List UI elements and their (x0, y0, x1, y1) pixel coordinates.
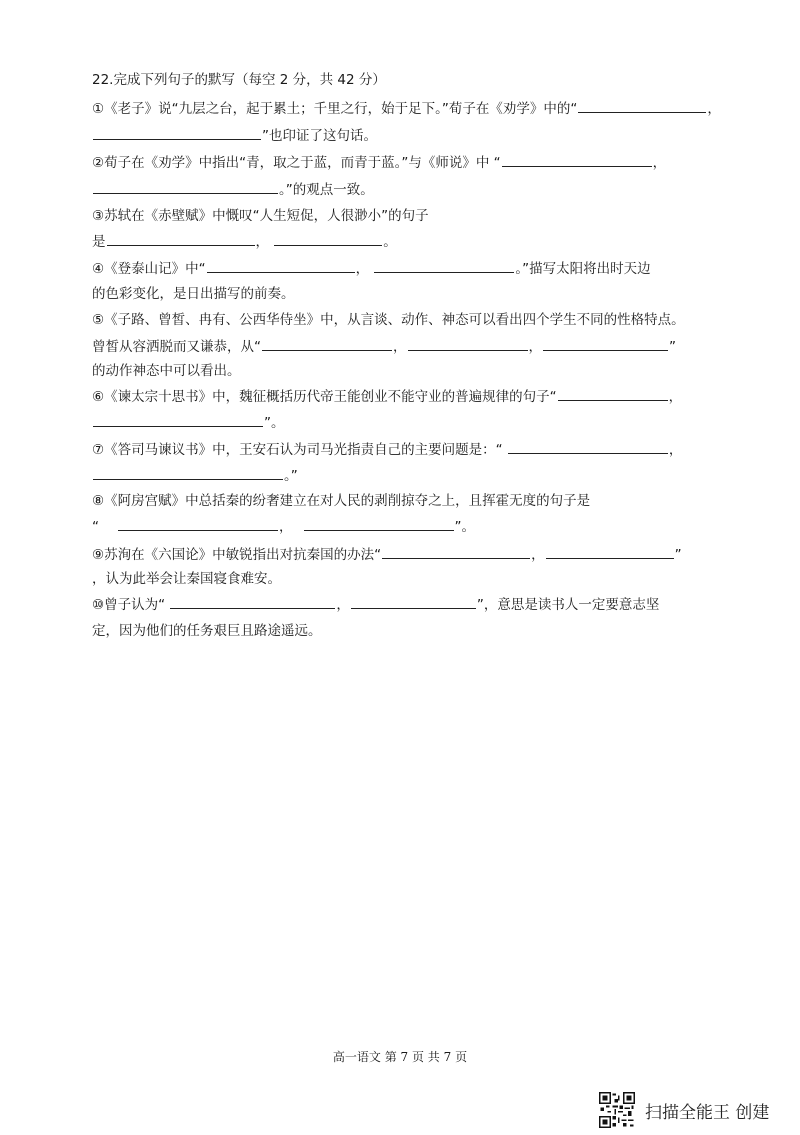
answer-blank[interactable] (118, 517, 278, 531)
item-6-text-a: ⑥《谏太宗十思书》中，魏征概括历代帝王能创业不能守业的普遍规律的句子“ (92, 389, 557, 405)
item-9-line-1 (92, 545, 682, 563)
page-footer: 高一语文 第 7 页 共 7 页 (332, 1050, 468, 1064)
answer-blank[interactable] (374, 259, 514, 273)
item-6-line-1 (92, 387, 682, 405)
item-10-line-1 (92, 595, 659, 613)
item-2-text-c: 。”的观点一致。 (279, 182, 374, 198)
answer-blank[interactable] (93, 413, 263, 427)
item-2-line-1 (92, 153, 666, 171)
item-4-text-a: ④《登泰山记》中“ (92, 261, 206, 277)
question-heading: 22.完成下列句子的默写（每空 2 分，共 42 分） (92, 72, 386, 88)
item-3-line-1: ③苏轼在《赤壁赋》中慨叹“人生短促，人很渺小”的句子 (92, 208, 429, 224)
item-9-text-a: ⑨苏洵在《六国论》中敏锐指出对抗秦国的办法“ (92, 547, 382, 563)
answer-blank[interactable] (546, 545, 674, 559)
item-1-text-a: ①《老子》说“九层之台，起于累土；千里之行，始于足下。”荀子在《劝学》中的“ (92, 101, 578, 117)
item-5-line-1: ⑤《子路、曾皙、冉有、公西华侍坐》中，从言谈、动作、神态可以看出四个学生不同的性格特点。 (92, 312, 685, 328)
item-9-text-c: ” (674, 547, 682, 563)
answer-blank[interactable] (508, 440, 668, 454)
item-5-text-a: 曾皙从容洒脱而又谦恭，从“ (92, 339, 261, 355)
item-8-line-1: ⑧《阿房宫赋》中总括秦的纷奢建立在对人民的剥削掠夺之上，且挥霍无度的句子是 (92, 493, 591, 509)
scanner-watermark (599, 1085, 769, 1135)
answer-blank[interactable] (207, 259, 355, 273)
item-1-line-2 (92, 126, 377, 144)
item-7-text-a: ⑦《答司马谏议书》中，王安石认为司马光指责自己的主要问题是：“ (92, 442, 503, 458)
answer-blank[interactable] (578, 99, 706, 113)
item-5-text-d: ” (669, 339, 676, 355)
answer-blank[interactable] (558, 387, 668, 401)
item-5-line-2 (92, 337, 676, 355)
item-4-text-b: ， (355, 261, 370, 277)
answer-blank[interactable] (382, 545, 530, 559)
answer-blank[interactable] (304, 517, 454, 531)
item-5-text-c: ， (528, 339, 542, 355)
item-9-text-b: ， (531, 547, 545, 563)
answer-blank[interactable] (170, 595, 335, 609)
answer-blank[interactable] (107, 232, 255, 246)
item-7-text-b: ， (668, 442, 683, 458)
item-3-text-a: 是 (92, 234, 106, 250)
item-5-text-b: ， (393, 339, 407, 355)
item-2-text-b: ， (652, 155, 667, 171)
item-1-text-b: ， (707, 101, 721, 117)
answer-blank[interactable] (543, 337, 668, 351)
answer-blank[interactable] (93, 466, 283, 480)
answer-blank[interactable] (351, 595, 476, 609)
answer-blank[interactable] (408, 337, 528, 351)
item-6-line-2 (92, 413, 285, 431)
item-1-line-1 (92, 99, 721, 117)
item-7-line-1 (92, 440, 682, 458)
answer-blank[interactable] (93, 126, 261, 140)
item-6-text-c: ”。 (264, 415, 285, 431)
answer-blank[interactable] (93, 180, 278, 194)
item-3-line-2 (92, 232, 397, 250)
item-4-line-2: 的色彩变化，是日出描写的前奏。 (92, 286, 295, 302)
item-4-line-1 (92, 259, 651, 277)
answer-blank[interactable] (262, 337, 392, 351)
item-3-text-c: 。 (383, 234, 397, 250)
item-8-text-b: ， (279, 519, 293, 535)
item-8-line-2 (92, 517, 475, 535)
watermark-text: 扫描全能王 创建 (645, 1102, 770, 1123)
qr-code-icon (599, 1092, 635, 1128)
item-7-line-2 (92, 466, 298, 484)
item-8-text-a: “ (92, 519, 99, 535)
item-10-text-b: ， (336, 597, 350, 613)
item-3-text-b: ， (255, 234, 269, 250)
item-4-text-c: 。”描写太阳将出时天边 (515, 261, 651, 277)
answer-blank[interactable] (274, 232, 382, 246)
item-2-line-2 (92, 180, 374, 198)
item-10-text-c: ”，意思是读书人一定要意志坚 (476, 597, 660, 613)
answer-blank[interactable] (502, 153, 652, 167)
item-7-text-c: 。” (284, 468, 298, 484)
item-5-line-3: 的动作神态中可以看出。 (92, 363, 241, 379)
item-6-text-b: ， (668, 389, 683, 405)
item-9-line-2: ，认为此举会让秦国寝食难安。 (92, 571, 281, 587)
item-8-text-c: ”。 (454, 519, 475, 535)
item-10-text-a: ⑩曾子认为“ (92, 597, 166, 613)
item-1-text-c: ”也印证了这句话。 (262, 128, 377, 144)
item-2-text-a: ②荀子在《劝学》中指出“青，取之于蓝，而青于蓝。”与《师说》中 “ (92, 155, 501, 171)
item-10-line-2: 定，因为他们的任务艰巨且路途遥远。 (92, 623, 322, 639)
